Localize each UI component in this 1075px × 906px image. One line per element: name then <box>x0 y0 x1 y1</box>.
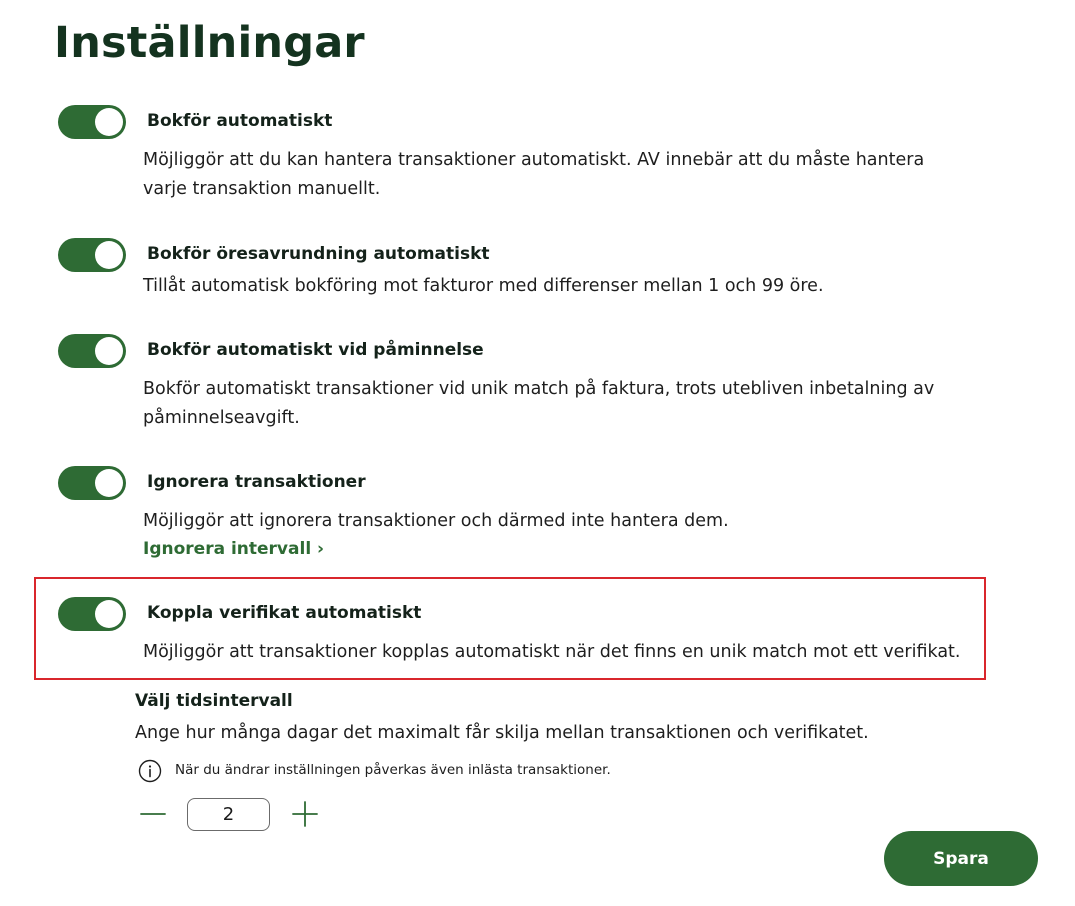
setting-title: Bokför automatiskt vid påminnelse <box>147 340 484 360</box>
minus-icon <box>138 799 168 829</box>
toggle-knob <box>95 600 123 628</box>
ignore-toggle[interactable] <box>58 466 126 500</box>
increment-button[interactable] <box>290 799 320 829</box>
setting-description: Möjliggör att du kan hantera transaktioner automatiskt. AV innebär att du måste hantera varje transaktion manuellt. <box>143 150 925 199</box>
page-title: Inställningar <box>54 18 365 68</box>
decrement-button[interactable] <box>138 799 168 829</box>
reminder-toggle[interactable] <box>58 334 126 368</box>
save-button[interactable]: Spara <box>884 831 1038 886</box>
toggle-knob <box>95 337 123 365</box>
setting-description: Möjliggör att ignorera transaktioner och därmed inte hantera dem. <box>143 511 729 531</box>
auto-post-toggle[interactable] <box>58 105 126 139</box>
link-voucher-toggle[interactable] <box>58 597 126 631</box>
interval-title: Välj tidsintervall <box>135 691 293 711</box>
rounding-toggle[interactable] <box>58 238 126 272</box>
toggle-knob <box>95 108 123 136</box>
plus-icon <box>290 799 320 829</box>
days-input[interactable] <box>187 798 270 831</box>
setting-description: Möjliggör att transaktioner kopplas automatiskt när det finns en unik match mot ett verifikat. <box>143 642 961 662</box>
setting-title: Bokför automatiskt <box>147 111 333 131</box>
setting-title: Koppla verifikat automatiskt <box>147 603 422 623</box>
info-circle-icon <box>138 759 162 783</box>
ignore-interval-link[interactable]: Ignorera intervall › <box>143 539 325 559</box>
toggle-knob <box>95 241 123 269</box>
setting-description: Tillåt automatisk bokföring mot fakturor med differenser mellan 1 och 99 öre. <box>143 276 824 296</box>
setting-title: Ignorera transaktioner <box>147 472 366 492</box>
interval-description: Ange hur många dagar det maximalt får skilja mellan transaktionen och verifikatet. <box>135 723 869 743</box>
setting-description: Bokför automatiskt transaktioner vid unik match på faktura, trots utebliven inbetalning av påminnelseavgift. <box>143 379 935 428</box>
info-text: När du ändrar inställningen påverkas även inlästa transaktioner. <box>175 762 611 778</box>
setting-title: Bokför öresavrundning automatiskt <box>147 244 490 264</box>
toggle-knob <box>95 469 123 497</box>
